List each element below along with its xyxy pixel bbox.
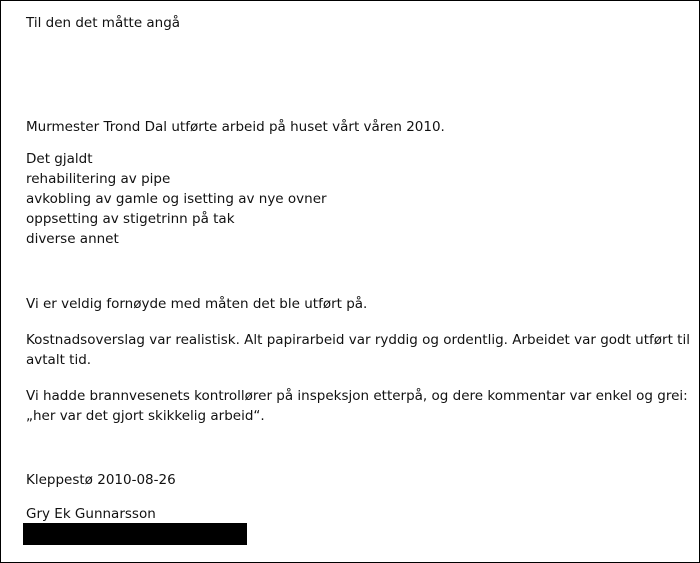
satisfaction-text: Vi er veldig fornøyde med måten det ble utført på. — [26, 296, 368, 312]
signature-name: Gry Ek Gunnarsson — [26, 506, 156, 522]
inspection-paragraph-line: „her var det gjort skikkelig arbeid“. — [26, 408, 265, 424]
inspection-paragraph-line: Vi hadde brannvesenets kontrollører på inspeksjon etterpå, og dere kommentar var enkel og grei: — [26, 388, 688, 404]
work-list-item: diverse annet — [26, 231, 119, 247]
work-list-item: rehabilitering av pipe — [26, 171, 171, 187]
work-list-item: avkobling av gamle og isetting av nye ovner — [26, 191, 327, 207]
cost-paragraph-line: Kostnadsoverslag var realistisk. Alt papirarbeid var ryddig og ordentlig. Arbeidet var godt utført til — [26, 332, 690, 348]
place-date: Kleppestø 2010-08-26 — [26, 472, 176, 488]
cost-paragraph-line: avtalt tid. — [26, 352, 92, 368]
redaction-bar — [23, 523, 247, 545]
intro-text: Murmester Trond Dal utførte arbeid på huset vårt våren 2010. — [26, 119, 445, 135]
work-list-heading: Det gjaldt — [26, 151, 93, 167]
work-list-item: oppsetting av stigetrinn på tak — [26, 211, 235, 227]
salutation: Til den det måtte angå — [26, 15, 181, 31]
